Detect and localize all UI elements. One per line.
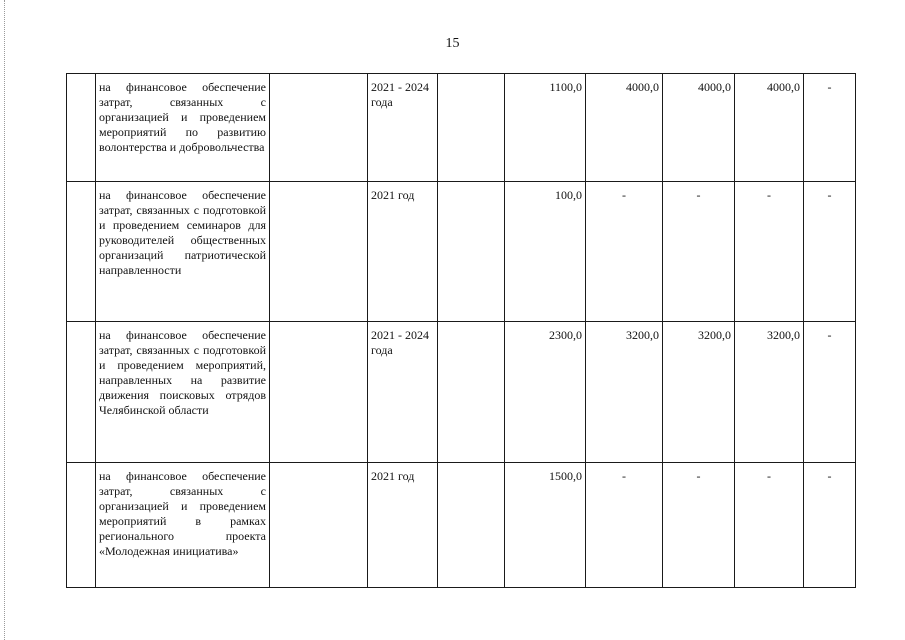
- period-cell: 2021 год: [368, 182, 438, 322]
- period-cell: 2021 - 2024 года: [368, 74, 438, 182]
- amount-2022-cell: 4000,0: [586, 74, 663, 182]
- description-cell: на финансовое обеспечение затрат, связанных с подготовкой и проведением мероприятий, направленных на развитие движения поисковых отрядов Челябинской области: [96, 322, 270, 463]
- executor-cell: [270, 74, 368, 182]
- amount-2021-cell: 1100,0: [505, 74, 586, 182]
- amount-2022-cell: -: [586, 182, 663, 322]
- amount-2021-cell: 100,0: [505, 182, 586, 322]
- table-row: [67, 322, 856, 463]
- source-cell: [438, 182, 505, 322]
- row-number-cell: [67, 463, 96, 588]
- period-cell: 2021 год: [368, 463, 438, 588]
- amount-2024-cell: -: [735, 182, 804, 322]
- description-cell: на финансовое обеспечение затрат, связанных с организацией и проведением мероприятий в рамках регионального проекта «Молодежная инициатива»: [96, 463, 270, 588]
- amount-2022-cell: 3200,0: [586, 322, 663, 463]
- margin-rule: [4, 0, 5, 640]
- table-row: [67, 463, 856, 588]
- amount-2024-cell: 4000,0: [735, 74, 804, 182]
- description-cell: на финансовое обеспечение затрат, связанных с подготовкой и проведением семинаров для руководителей общественных организаций патриотической направленности: [96, 182, 270, 322]
- amount-2021-cell: 2300,0: [505, 322, 586, 463]
- amount-2021-cell: 1500,0: [505, 463, 586, 588]
- row-number-cell: [67, 322, 96, 463]
- source-cell: [438, 322, 505, 463]
- amount-2023-cell: -: [663, 463, 735, 588]
- source-cell: [438, 463, 505, 588]
- amount-2025-cell: -: [804, 182, 856, 322]
- period-cell: 2021 - 2024 года: [368, 322, 438, 463]
- amount-2025-cell: -: [804, 463, 856, 588]
- amount-2023-cell: 4000,0: [663, 74, 735, 182]
- executor-cell: [270, 322, 368, 463]
- table-row: [67, 182, 856, 322]
- source-cell: [438, 74, 505, 182]
- executor-cell: [270, 463, 368, 588]
- amount-2024-cell: 3200,0: [735, 322, 804, 463]
- amount-2025-cell: -: [804, 74, 856, 182]
- description-cell: на финансовое обеспечение затрат, связанных с организацией и проведением мероприятий по развитию волонтерства и добровольчества: [96, 74, 270, 182]
- budget-table: [66, 73, 856, 588]
- table-row: [67, 74, 856, 182]
- amount-2025-cell: -: [804, 322, 856, 463]
- executor-cell: [270, 182, 368, 322]
- row-number-cell: [67, 182, 96, 322]
- amount-2023-cell: -: [663, 182, 735, 322]
- page-number: 15: [445, 36, 460, 51]
- row-number-cell: [67, 74, 96, 182]
- amount-2022-cell: -: [586, 463, 663, 588]
- amount-2024-cell: -: [735, 463, 804, 588]
- amount-2023-cell: 3200,0: [663, 322, 735, 463]
